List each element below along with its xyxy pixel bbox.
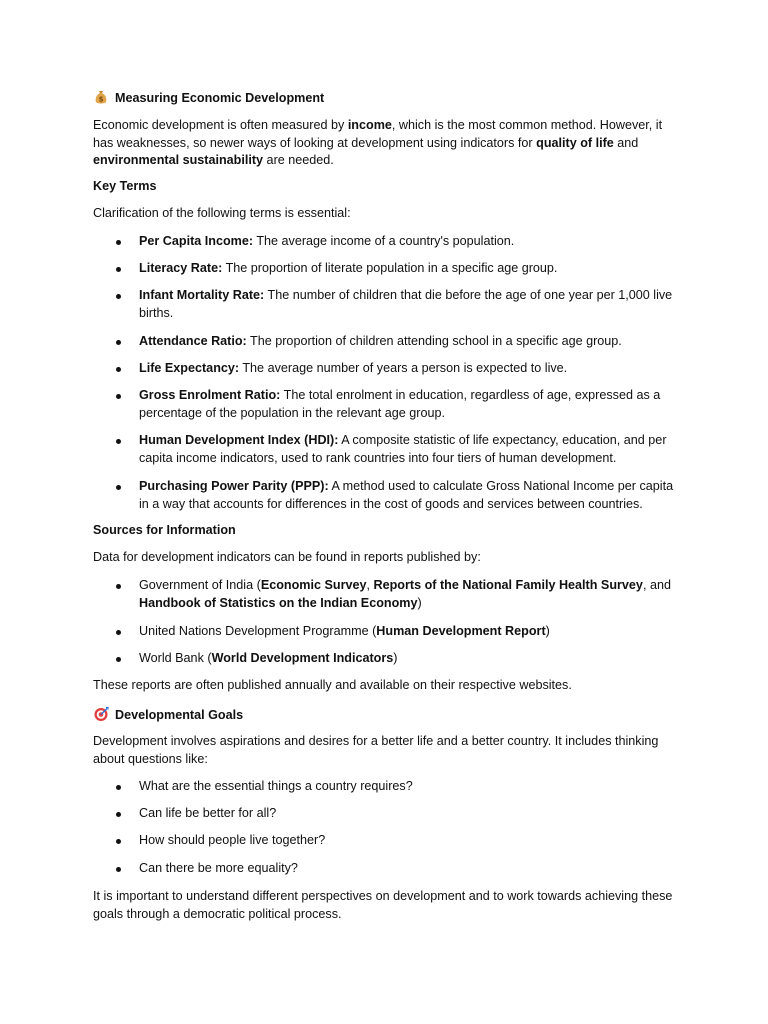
list-item: What are the essential things a country requires? bbox=[93, 778, 683, 796]
heading-text: Measuring Economic Development bbox=[115, 91, 325, 105]
money-bag-icon bbox=[93, 89, 109, 105]
list-item: Can life be better for all? bbox=[93, 805, 683, 823]
key-terms-intro: Clarification of the following terms is essential: bbox=[93, 206, 351, 220]
list-item: United Nations Development Programme (Human Development Report) bbox=[93, 623, 683, 641]
svg-text:$: $ bbox=[98, 95, 104, 104]
list-item: Government of India (Economic Survey, Reports of the National Family Health Survey, and Handbook of Statistics on the Indian Economy) bbox=[93, 577, 683, 612]
target-icon bbox=[93, 706, 109, 722]
list-item: Attendance Ratio: The proportion of children attending school in a specific age group. bbox=[93, 333, 683, 351]
list-item: Literacy Rate: The proportion of literate population in a specific age group. bbox=[93, 260, 683, 278]
list-item: Human Development Index (HDI): A composite statistic of life expectancy, education, and per capita income indicators, used to rank countries into four tiers of human development. bbox=[93, 432, 683, 467]
sources-heading: Sources for Information bbox=[93, 523, 236, 537]
list-item: Gross Enrolment Ratio: The total enrolment in education, regardless of age, expressed as a percentage of the population in the relevant age group. bbox=[93, 387, 683, 422]
list-item: Life Expectancy: The average number of years a person is expected to live. bbox=[93, 360, 683, 378]
list-item: How should people live together? bbox=[93, 832, 683, 850]
section-heading-measuring bbox=[93, 89, 683, 108]
heading-text: Developmental Goals bbox=[115, 708, 244, 722]
sources-outro: These reports are often published annually and available on their respective websites. bbox=[93, 678, 572, 692]
key-terms-heading: Key Terms bbox=[93, 179, 157, 193]
intro-paragraph: Economic development is often measured by income, which is the most common method. However, it has weaknesses, so newer ways of looking at development using indicators for quality of life and environmental sustainability are needed. bbox=[93, 118, 663, 167]
goals-outro: It is important to understand different perspectives on development and to work towards achieving these goals through a democratic political process. bbox=[93, 889, 673, 921]
list-item: Infant Mortality Rate: The number of children that die before the age of one year per 1,000 live births. bbox=[93, 287, 683, 322]
section-heading-goals bbox=[93, 706, 683, 725]
sources-intro: Data for development indicators can be found in reports published by: bbox=[93, 550, 481, 564]
list-item: Can there be more equality? bbox=[93, 860, 683, 878]
goals-intro: Development involves aspirations and desires for a better life and a better country. It includes thinking about questions like: bbox=[93, 734, 659, 766]
list-item: World Bank (World Development Indicators) bbox=[93, 650, 683, 668]
list-item: Purchasing Power Parity (PPP): A method used to calculate Gross National Income per capita in a way that accounts for differences in the cost of goods and services between countries. bbox=[93, 478, 683, 513]
list-item: Per Capita Income: The average income of a country's population. bbox=[93, 233, 683, 251]
